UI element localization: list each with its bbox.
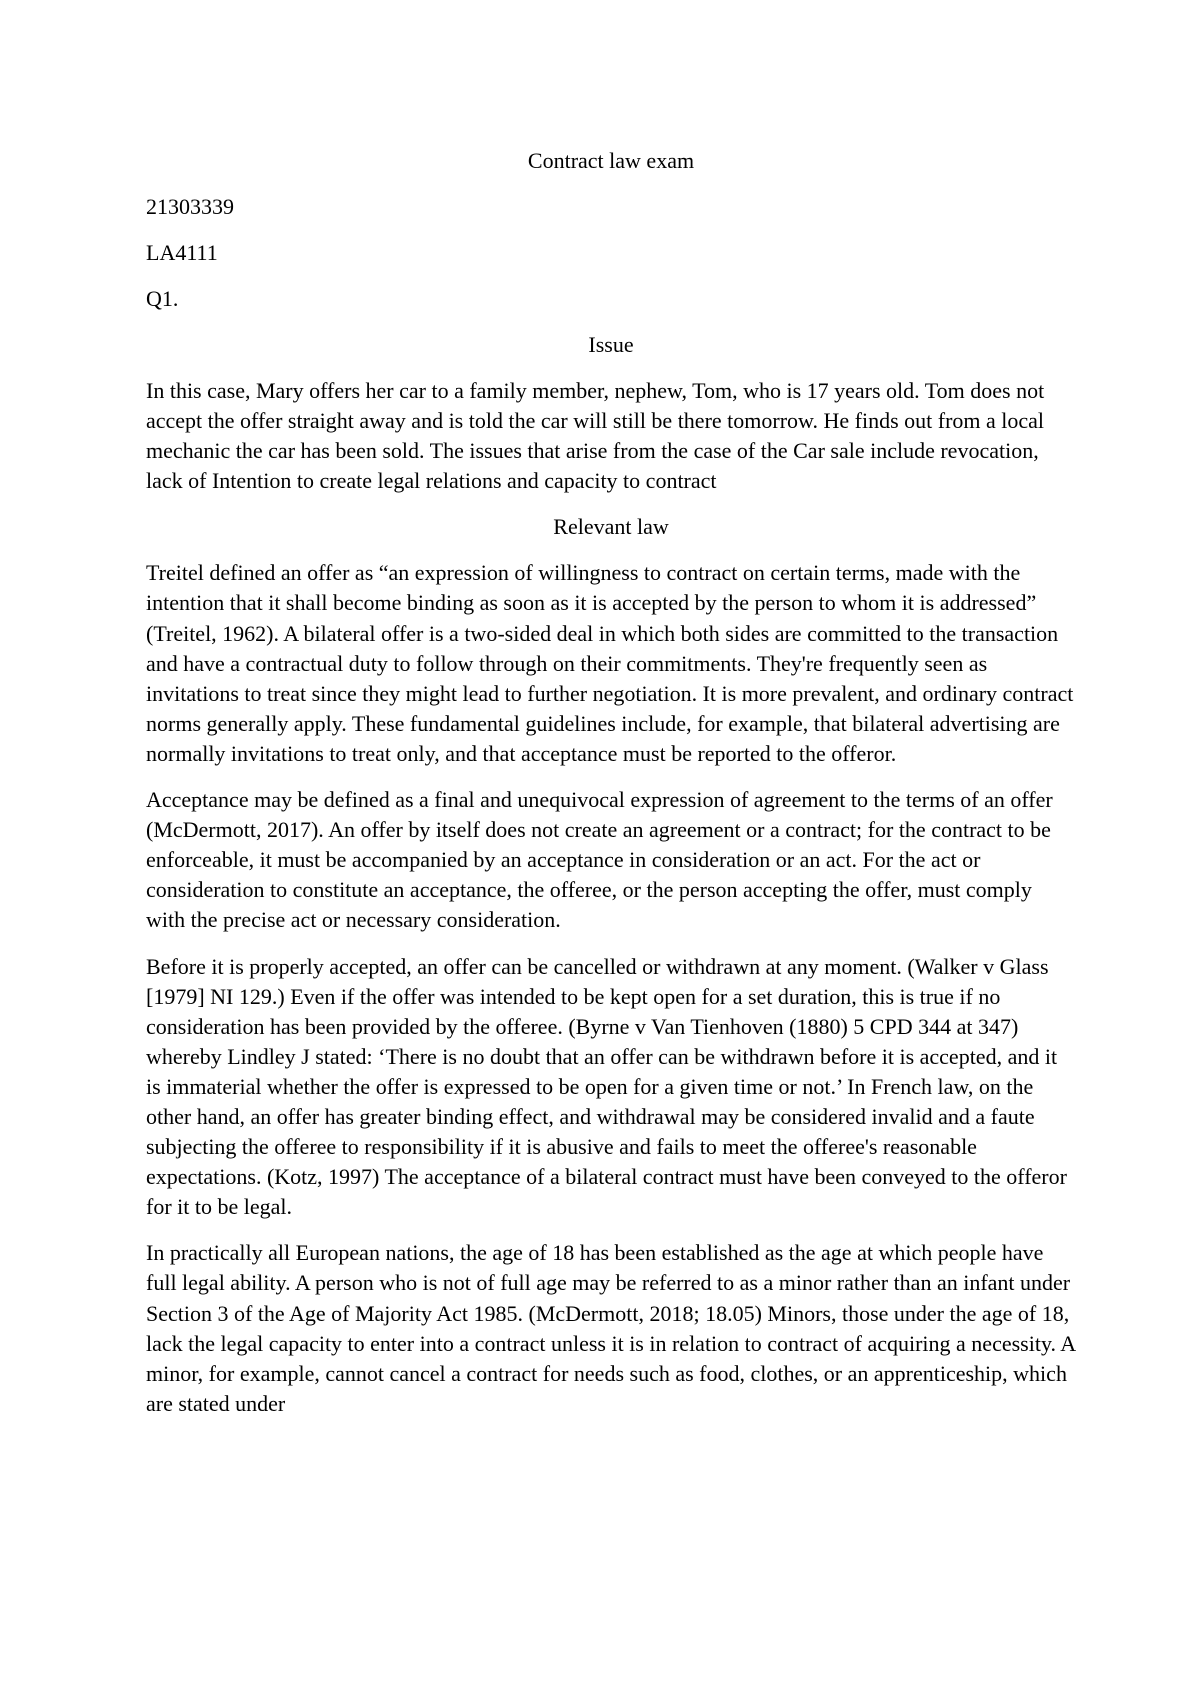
student-id: 21303339 <box>146 194 234 219</box>
module-code: LA4111 <box>146 240 218 265</box>
paragraph: Treitel defined an offer as “an expression of willingness to contract on certain terms, made with the intention that it shall become binding as soon as it is accepted by the person to whom it is addressed” (Treitel, 1962). A bilateral offer is a two-sided deal in which both sides are committed to the transaction and have a contractual duty to follow through on their commitments. They're frequently seen as invitations to treat since they might lead to further negotiation. It is more prevalent, and ordinary contract norms generally apply. These fundamental guidelines include, for example, that bilateral advertising are normally invitations to treat only, and that acceptance must be reported to the offeror. <box>146 560 1074 766</box>
question-number: Q1. <box>146 286 179 311</box>
section-issue <box>146 330 1076 496</box>
section-relevant-law <box>146 512 1076 1419</box>
section-heading-issue: Issue <box>588 332 634 357</box>
section-heading-relevant-law: Relevant law <box>553 514 669 540</box>
paragraph: Before it is properly accepted, an offer can be cancelled or withdrawn at any moment. (Walker v Glass [1979] NI 129.) Even if the offer was intended to be kept open for a set duration, this is true if no consideration has been provided by the offeree. (Byrne v Van Tienhoven (1880) 5 CPD 344 at 347) whereby Lindley J stated: ‘There is no doubt that an offer can be withdrawn before it is accepted, and it is immaterial whether the offer is expressed to be open for a given time or not.’ In French law, on the other hand, an offer has greater binding effect, and withdrawal may be considered invalid and a faute subjecting the offeree to responsibility if it is abusive and fails to meet the offeree's reasonable expectations. (Kotz, 1997) The acceptance of a bilateral contract must have been conveyed to the offeror for it to be legal. <box>146 953 1067 1220</box>
document-content <box>146 146 1076 1435</box>
paragraph: In practically all European nations, the age of 18 has been established as the age at which people have full legal ability. A person who is not of full age may be referred to as a minor rather than an infant under Section 3 of the Age of Majority Act 1985. (McDermott, 2018; 18.05) Minors, those under the age of 18, lack the legal capacity to enter into a contract unless it is in relation to contract of acquiring a necessity. A minor, for example, cannot cancel a contract for needs such as food, clothes, or an apprenticeship, which are stated under <box>146 1240 1075 1416</box>
document-title: Contract law exam <box>527 148 695 173</box>
paragraph: Acceptance may be defined as a final and unequivocal expression of agreement to the terms of an offer (McDermott, 2017). An offer by itself does not create an agreement or a contract; for the contract to be enforceable, it must be accompanied by an acceptance in consideration or an act. For the act or consideration to constitute an acceptance, the offeree, or the person accepting the offer, must comply with the precise act or necessary consideration. <box>146 787 1053 933</box>
paragraph: In this case, Mary offers her car to a family member, nephew, Tom, who is 17 years old. Tom does not accept the offer straight away and is told the car will still be there tomorrow. He finds out from a local mechanic the car has been sold. The issues that arise from the case of the Car sale include revocation, lack of Intention to create legal relations and capacity to contract <box>146 378 1045 494</box>
